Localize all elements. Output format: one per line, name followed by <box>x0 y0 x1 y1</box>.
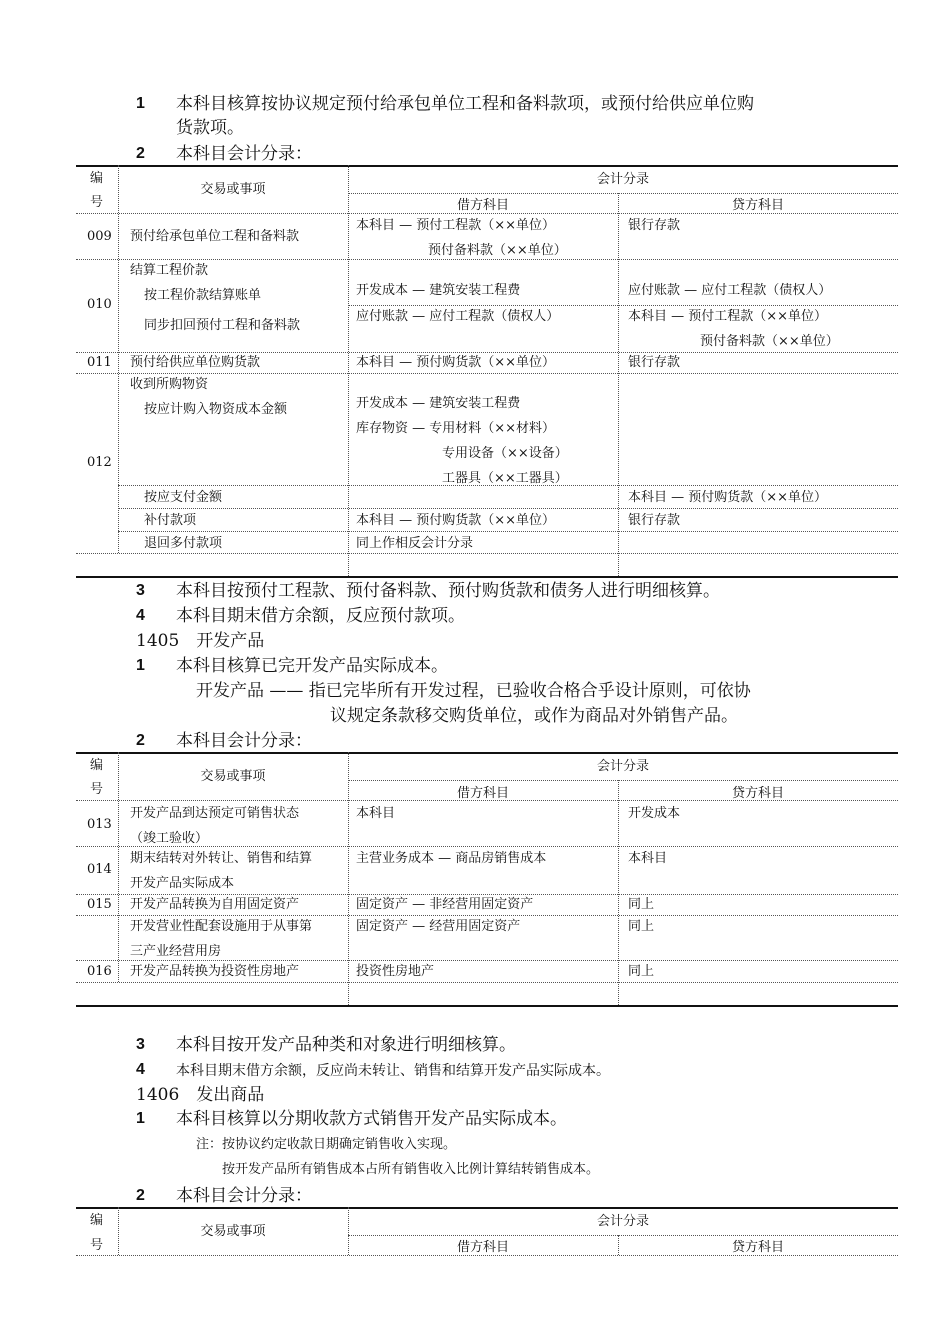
item-number: 1 <box>136 1110 145 1127</box>
row-event: 预付给承包单位工程和备料款 <box>130 229 300 244</box>
row-event: 按应计购入物资成本金额 <box>144 402 288 417</box>
row-credit: 银行存款 <box>628 355 681 370</box>
row-num: 011 <box>87 355 112 370</box>
item-number: 2 <box>136 145 145 162</box>
row-num: 014 <box>87 862 112 877</box>
row-credit: 同上 <box>628 897 655 912</box>
header-entry: 会计分录 <box>596 172 649 187</box>
row-event: 开发产品实际成本 <box>130 876 235 891</box>
row-event: 退回多付款项 <box>144 536 223 551</box>
row-debit: 投资性房地产 <box>356 964 435 979</box>
row-debit: 本科目 — 预付工程款（××单位） <box>356 218 556 233</box>
header-num: 号 <box>90 195 104 210</box>
row-event: 三产业经营用房 <box>130 944 222 959</box>
row-debit: 开发成本 — 建筑安装工程费 <box>356 283 521 298</box>
header-entry: 会计分录 <box>596 759 649 774</box>
header-event: 交易或事项 <box>200 769 266 784</box>
header-entry: 会计分录 <box>596 1214 649 1229</box>
header-event: 交易或事项 <box>200 1224 266 1239</box>
row-credit: 同上 <box>628 919 655 934</box>
row-debit: 本科目 <box>356 806 396 821</box>
header-num: 编 <box>90 171 104 186</box>
row-credit: 本科目 — 预付购货款（××单位） <box>628 490 828 505</box>
row-event: 开发营业性配套设施用于从事第 <box>130 919 313 934</box>
row-debit: 预付备料款（××单位） <box>428 243 567 258</box>
row-credit: 银行存款 <box>628 218 681 233</box>
header-debit: 借方科目 <box>456 198 509 213</box>
header-credit: 贷方科目 <box>731 198 784 213</box>
note-line: 注：按协议约定收款日期确定销售收入实现。 <box>196 1137 457 1152</box>
paragraph-line: 本科目按开发产品种类和对象进行明细核算。 <box>176 1035 516 1055</box>
item-number: 2 <box>136 732 145 749</box>
row-event: （竣工验收） <box>130 831 209 846</box>
row-debit: 本科目 — 预付购货款（××单位） <box>356 355 556 370</box>
paragraph-line: 本科目会计分录： <box>176 1186 312 1206</box>
row-num: 012 <box>87 455 112 470</box>
section-heading: 1406 发出商品 <box>136 1085 265 1105</box>
header-credit: 贷方科目 <box>731 786 784 801</box>
header-event: 交易或事项 <box>200 182 266 197</box>
row-event: 收到所购物资 <box>130 377 209 392</box>
row-debit: 专用设备（××设备） <box>442 446 568 461</box>
row-num: 013 <box>87 817 112 832</box>
item-number: 3 <box>136 582 145 599</box>
row-debit: 同上作相反会计分录 <box>356 536 474 551</box>
paragraph-line: 货款项。 <box>176 118 244 138</box>
paragraph-line: 本科目会计分录： <box>176 731 312 751</box>
definition-line: 议规定条款移交购货单位，或作为商品对外销售产品。 <box>330 706 738 726</box>
item-number: 1 <box>136 657 145 674</box>
row-event: 预付给供应单位购货款 <box>130 355 261 370</box>
row-num: 016 <box>87 964 112 979</box>
row-num: 009 <box>87 229 112 244</box>
row-event: 开发产品到达预定可销售状态 <box>130 806 300 821</box>
paragraph-line: 本科目核算已完开发产品实际成本。 <box>176 656 448 676</box>
paragraph-line: 本科目按预付工程款、预付备料款、预付购货款和债务人进行明细核算。 <box>176 581 720 601</box>
row-credit: 本科目 — 预付工程款（××单位） <box>628 309 828 324</box>
item-number: 4 <box>136 1061 145 1078</box>
note-line: 按开发产品所有销售成本占所有销售收入比例计算结转销售成本。 <box>222 1162 600 1177</box>
journal-table-2 <box>76 752 898 1008</box>
header-num: 号 <box>90 782 104 797</box>
row-event: 按应支付金额 <box>144 490 223 505</box>
journal-table-3 <box>76 1207 898 1267</box>
row-debit: 固定资产 — 经营用固定资产 <box>356 919 521 934</box>
row-event: 同步扣回预付工程和备料款 <box>144 318 301 333</box>
row-debit: 应付账款 — 应付工程款（债权人） <box>356 309 560 324</box>
paragraph-line: 本科目期末借方余额，反应尚未转让、销售和结算开发产品实际成本。 <box>176 1063 610 1079</box>
journal-table-1 <box>76 165 898 579</box>
definition-line: 开发产品 —— 指已完毕所有开发过程，已验收合格合乎设计原则，可依协 <box>196 681 751 701</box>
row-debit: 主营业务成本 — 商品房销售成本 <box>356 851 547 866</box>
row-num: 015 <box>87 897 112 912</box>
header-num: 号 <box>90 1238 104 1253</box>
paragraph-line: 本科目核算以分期收款方式销售开发产品实际成本。 <box>176 1109 567 1129</box>
header-credit: 贷方科目 <box>731 1240 784 1255</box>
row-event: 开发产品转换为投资性房地产 <box>130 964 300 979</box>
row-debit: 本科目 — 预付购货款（××单位） <box>356 513 556 528</box>
item-number: 3 <box>136 1036 145 1053</box>
row-credit: 同上 <box>628 964 655 979</box>
row-event: 按工程价款结算账单 <box>144 288 262 303</box>
row-credit: 预付备料款（××单位） <box>700 334 839 349</box>
item-number: 4 <box>136 607 145 624</box>
row-debit: 工器具（××工器具） <box>442 471 568 486</box>
row-credit: 开发成本 <box>628 806 681 821</box>
row-credit: 本科目 <box>628 851 668 866</box>
row-credit: 应付账款 — 应付工程款（债权人） <box>628 283 832 298</box>
row-event: 结算工程价款 <box>130 263 209 278</box>
row-event: 开发产品转换为自用固定资产 <box>130 897 300 912</box>
paragraph-line: 本科目期末借方余额，反应预付款项。 <box>176 606 465 626</box>
row-credit: 银行存款 <box>628 513 681 528</box>
item-number: 1 <box>136 95 145 112</box>
row-event: 补付款项 <box>144 513 197 528</box>
row-debit: 开发成本 — 建筑安装工程费 <box>356 396 521 411</box>
row-debit: 固定资产 — 非经营用固定资产 <box>356 897 534 912</box>
row-debit: 库存物资 — 专用材料（××材料） <box>356 421 556 436</box>
item-number: 2 <box>136 1187 145 1204</box>
header-num: 编 <box>90 758 104 773</box>
header-debit: 借方科目 <box>456 786 509 801</box>
row-num: 010 <box>87 297 112 312</box>
header-debit: 借方科目 <box>456 1240 509 1255</box>
section-heading: 1405 开发产品 <box>136 631 265 651</box>
paragraph-line: 本科目核算按协议规定预付给承包单位工程和备料款项，或预付给供应单位购 <box>176 94 754 114</box>
paragraph-line: 本科目会计分录： <box>176 144 312 164</box>
row-event: 期末结转对外转让、销售和结算 <box>130 851 313 866</box>
header-num: 编 <box>90 1213 104 1228</box>
